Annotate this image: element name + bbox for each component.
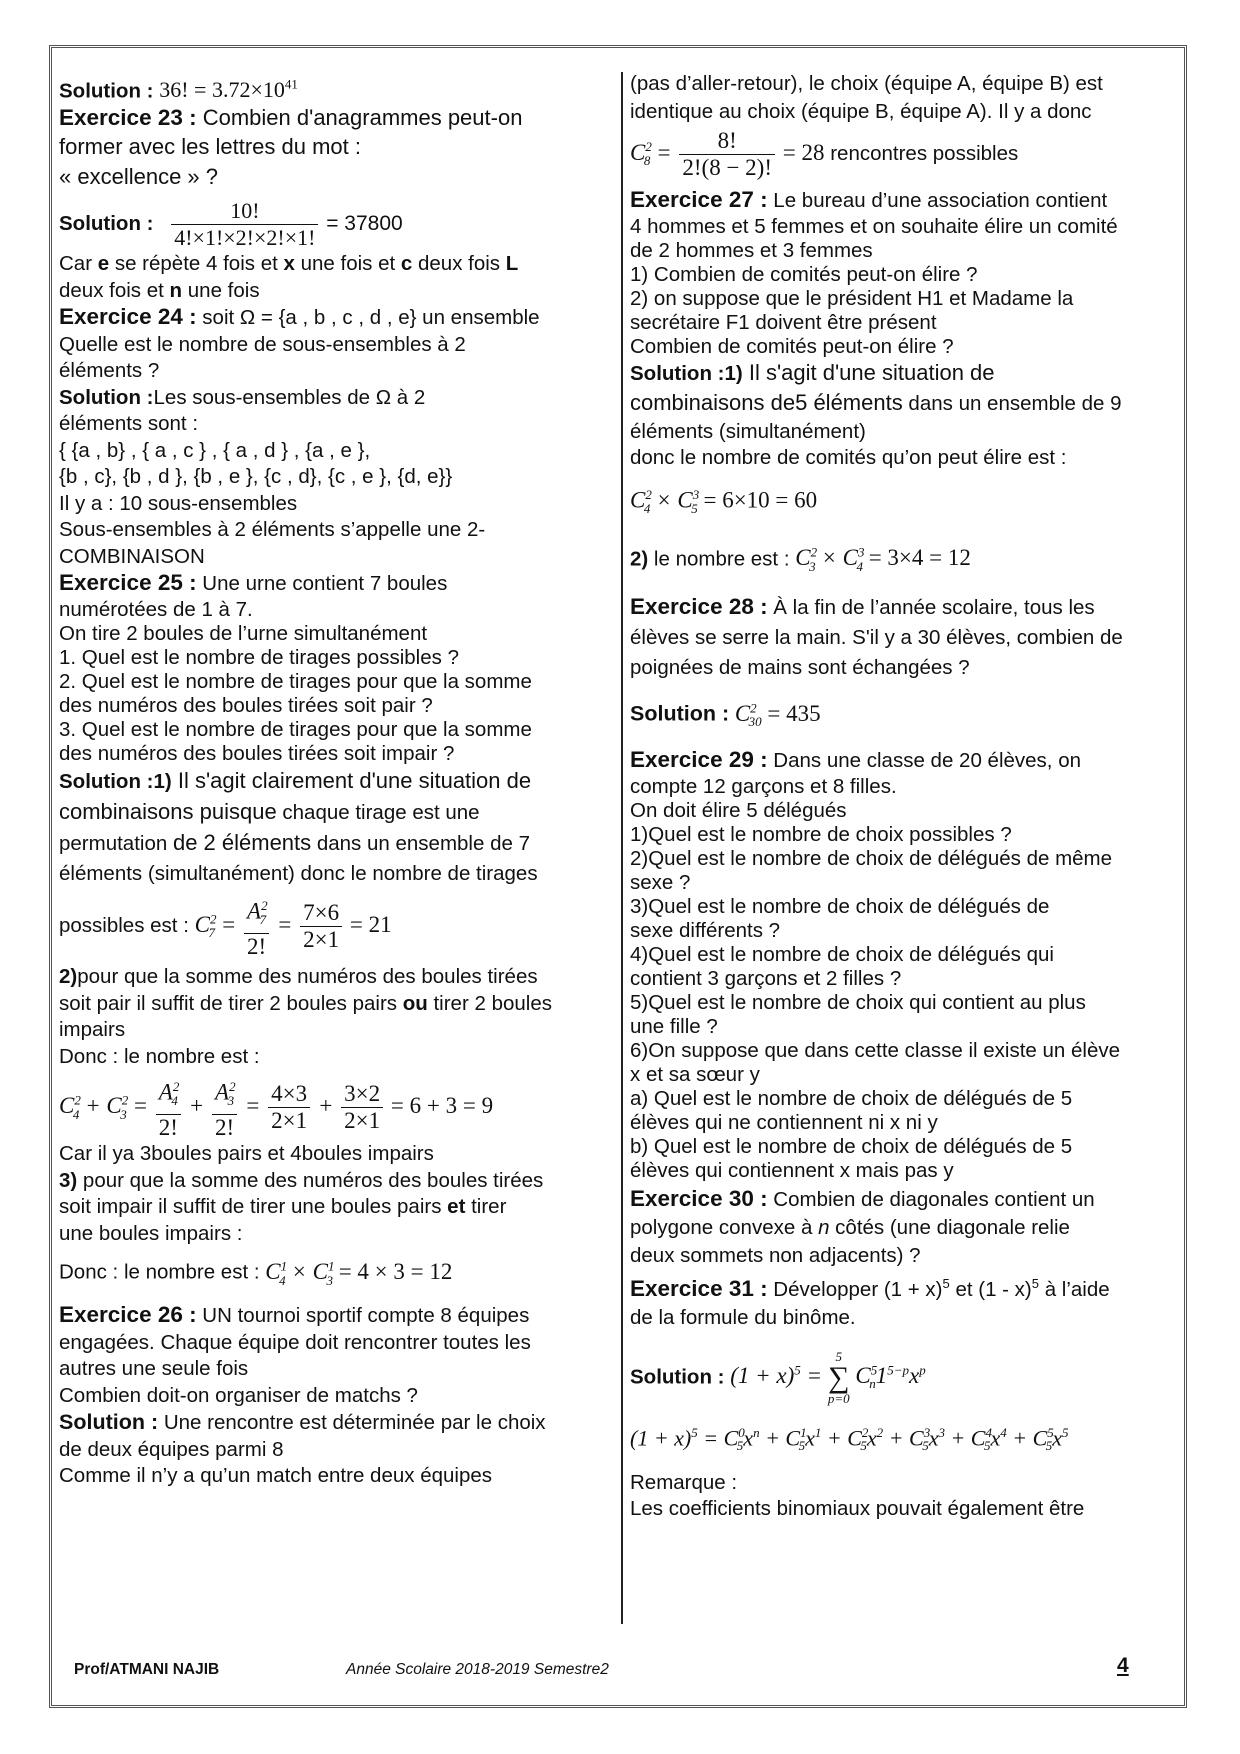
- footer-year: Année Scolaire 2018-2019 Semestre2: [346, 1661, 609, 1678]
- solution-label: Solution :: [630, 1364, 725, 1388]
- exercise-27-text: 4 hommes et 5 femmes et on souhaite élire un comité: [630, 214, 1118, 238]
- solution-label: Solution :: [59, 79, 154, 103]
- exercise-25-text: 2. Quel est le nombre de tirages pour que la somme: [59, 669, 532, 693]
- exercise-30-text: polygone convexe à n côtés (une diagonale relie: [630, 1215, 1070, 1239]
- remark-text: Les coefficients binomiaux pouvait également être: [630, 1497, 1085, 1521]
- exercise-30-title: Exercice 30 :: [630, 1185, 768, 1211]
- exercise-24-text: soit Ω = {a , b , c , d , e} un ensemble: [196, 306, 540, 330]
- sol23-explanation: Car e se répète 4 fois et x une fois et c deux fois L: [59, 252, 519, 276]
- exercise-29-text: 4)Quel est le nombre de choix de délégués qui: [630, 942, 1054, 966]
- exercise-29-text: 6)On suppose que dans cette classe il existe un élève: [630, 1038, 1121, 1062]
- solution-text: chaque tirage est une: [276, 800, 480, 824]
- left-column: Solution : 36! = $3.72\times 10^{41}$ Exercice 23 : Combien d'anagrammes peut-on former avec les lettres du mot : « excellence » ? Solution : $\frac{10!}{4!\times 1!\times 2!\times 2!\times 1!}$ = 37800 Car e se répète 4 fois et x une fois et c deux fois L deux fois et n une fois Exercice 24 : soit Ω = {a , b , c , d , e} un ensemble Quelle est le nombre de sous-ensembles à 2 éléments ? Solution :Les sous-ensembles de Ω à 2 éléments sont : { {a , b} , { a , c } , { a , d } , {a , e }, {b , c}, {b , d }, {b , e }, {c , d}, {c , e }, {d, e}} Il y a : 10 sous-ensembles Sous-ensembles à 2 éléments s’appelle une 2- COMBINAISON Exercice 25 : Une urne contient 7 boules numérotées de 1 à 7. On tire 2 boules de l’urne simultanément 1. Quel est le nombre de tirages possibles ? 2. Quel est le nombre de tirages pour que la somme des numéros des boules tirées soit pair ? 3. Quel est le nombre de tirages pour que la somme des numéros des boules tirées soit impair ? Solution :1) Il s'agit clairement d'une situation de combinaisons puisque chaque tirage est une permutation de 2 éléments dans un ensemble de 7 éléments (simultanément) donc le nombre de tirages possibles est : $C^2_7$ = $\frac{A^2_7}{2!}$ = $\frac{7\times 6}{2\times 1}$ = 21 2)pour que la somme des numéros des boules tirées soit pair il suffit de tirer 2 boules pairs ou tirer 2 boules impairs Donc : le nombre est : $C^2_4 + C^2_3$ = $\frac{A^2_4}{2!}$ + $\frac{A^2_3}{2!}$ = $\frac{4\times 3}{2\times 1}$ + $\frac{3\times 2}{2\times 1}$ = 6 + 3 = 9 Car il ya 3boules pairs et 4boules impairs 3) pour que la somme des numéros des boules tirées soit impair il suffit de tirer une boules pairs et tirer une boules impairs : Donc : le nombre est : $C^1_4 \times C^1_3 = 4 \times 3 = 12$ Exercice 26 : UN tournoi sportif compte 8 équipes engagées. Chaque équipe doit rencontrer toutes les autres une seule fois Combien doit-on organiser de matchs ? Solution : Une rencontre est déterminée par le choix de deux équipes parmi 8 Comme il n’y a qu’un match entre deux équipes: [59, 70, 615, 1490]
- solution-text: { {a , b} , { a , c } , { a , d } , {a , e },: [59, 438, 371, 462]
- exercise-26-text: Combien doit-on organiser de matchs ?: [59, 1383, 418, 1407]
- solution-text: éléments sont :: [59, 412, 199, 436]
- solution-text: donc le nombre de comités qu’on peut élire est :: [630, 446, 1067, 469]
- exercise-29-text: contient 3 garçons et 2 filles ?: [630, 966, 902, 990]
- solution-text: COMBINAISON: [59, 544, 205, 568]
- exercise-25-text: 3. Quel est le nombre de tirages pour que la somme: [59, 717, 532, 741]
- formula-c42-c32: $C^2_4 + C^2_3$ = $\frac{A^2_4}{2!}$ + $\frac{A^2_3}{2!}$ = $\frac{4\times 3}{2\times 1}$ + $\frac{3\times 2}{2\times 1}$ = 6 + 3 = 9: [59, 1074, 615, 1141]
- remark-label: Remarque :: [630, 1470, 738, 1494]
- solution-label: Solution :: [59, 212, 154, 236]
- formula-c42-c53: $C^2_4 \times C^3_5 = 6\times 10 = 60$: [630, 486, 818, 516]
- exercise-25-title: Exercice 25 :: [59, 570, 197, 596]
- exercise-29-text: 1)Quel est le nombre de choix possibles ?: [630, 822, 1012, 846]
- exercise-26-text: engagées. Chaque équipe doit rencontrer toutes les: [59, 1330, 531, 1354]
- solution-text: possibles est :: [59, 913, 195, 937]
- solution-text: pour que la somme des numéros des boules tirées: [77, 965, 538, 989]
- solution-text: Une rencontre est déterminée par le choix: [158, 1411, 546, 1435]
- exercise-29-text: x et sa sœur y: [630, 1062, 760, 1086]
- exercise-29-text: compte 12 garçons et 8 filles.: [630, 774, 897, 798]
- exercise-27-text: de 2 hommes et 3 femmes: [630, 238, 873, 262]
- exercise-29-text: a) Quel est le nombre de choix de délégués de 5: [630, 1086, 1073, 1110]
- exercise-24-text: éléments ?: [59, 359, 160, 383]
- solution-text: Car il ya 3boules pairs et 4boules impairs: [59, 1142, 434, 1166]
- exercise-23-title: Exercice 23 :: [59, 104, 197, 130]
- solution-text: Sous-ensembles à 2 éléments s’appelle une 2-: [59, 518, 486, 542]
- column-divider: [621, 72, 623, 1624]
- exercise-27-text: Combien de comités peut-on élire ?: [630, 334, 954, 358]
- solution-text: Les sous-ensembles de Ω à 2: [153, 385, 426, 409]
- exercise-29-text: Dans une classe de 20 élèves, on: [767, 749, 1082, 773]
- exercise-29-text: On doit élire 5 délégués: [630, 798, 847, 822]
- part-label: 2): [630, 547, 649, 571]
- footer-author: Prof/ATMANI NAJIB: [74, 1661, 220, 1678]
- solution-text: (pas d’aller-retour), le choix (équipe A, équipe B) est: [630, 72, 1103, 95]
- solution-text: éléments (simultanément): [630, 419, 866, 443]
- exercise-30-text: deux sommets non adjacents) ?: [630, 1243, 921, 1267]
- exercise-30-text: Combien de diagonales contient un: [767, 1187, 1095, 1211]
- exercise-28-text: poignées de mains sont échangées ?: [630, 656, 970, 679]
- sol23-explanation: deux fois et n une fois: [59, 278, 260, 302]
- exercise-29-text: sexe différents ?: [630, 918, 781, 942]
- anagram-result: = 37800: [326, 212, 403, 236]
- solution-label: Solution :1): [59, 769, 172, 793]
- exercise-23-text: « excellence » ?: [59, 164, 218, 190]
- solution-text: identique au choix (équipe B, équipe A). Il y a donc: [630, 100, 1092, 123]
- solution-text: soit impair il suffit de tirer une boules pairs et tirer: [59, 1195, 507, 1219]
- solution-text: combinaisons puisque: [59, 798, 277, 824]
- solution-text: Il s'agit d'une situation de: [742, 359, 995, 385]
- solution-label: Solution :: [59, 1410, 159, 1435]
- exercise-23-text: former avec les lettres du mot :: [59, 134, 361, 160]
- solution-text: de deux équipes parmi 8: [59, 1437, 284, 1461]
- solution-text: pour que la somme des numéros des boules tirées: [77, 1168, 544, 1192]
- solution-text: combinaisons de5 éléments: [630, 389, 903, 415]
- exercise-29-text: élèves qui ne contiennent ni x ni y: [630, 1110, 938, 1134]
- exercise-28-text: élèves se serre la main. S'il y a 30 élèves, combien de: [630, 626, 1123, 649]
- exercise-29-text: sexe ?: [630, 870, 691, 894]
- exercise-27-text: 1) Combien de comités peut-on élire ?: [630, 262, 978, 286]
- exercise-26-title: Exercice 26 :: [59, 1302, 197, 1328]
- solution-text: une boules impairs :: [59, 1221, 243, 1245]
- exercise-27-title: Exercice 27 :: [630, 187, 768, 212]
- anagram-fraction: $\frac{10!}{4!\times 1!\times 2!\times 2!\times 1!}$: [171, 198, 318, 251]
- solution-text: Donc : le nombre est :: [59, 1260, 266, 1284]
- formula-c72: $C^2_7$ = $\frac{A^2_7}{2!}$ = $\frac{7\times 6}{2\times 1}$ = 21: [195, 912, 392, 937]
- exercise-25-text: 1. Quel est le nombre de tirages possibles ?: [59, 645, 459, 669]
- formula-c41-c31: $C^1_4 \times C^1_3 = 4 \times 3 = 12$: [265, 1258, 453, 1288]
- exercise-29-text: 5)Quel est le nombre de choix qui contient au plus: [630, 990, 1086, 1014]
- exercise-25-text: numérotées de 1 à 7.: [59, 597, 253, 621]
- exercise-27-text: 2) on suppose que le président H1 et Madame la: [630, 286, 1074, 310]
- exercise-29-text: une fille ?: [630, 1014, 718, 1038]
- exercise-31-title: Exercice 31 :: [630, 1275, 768, 1301]
- exercise-25-text: des numéros des boules tirées soit impair ?: [59, 741, 455, 765]
- solution-text: Donc : le nombre est :: [59, 1044, 260, 1068]
- solution-text: le nombre est :: [648, 547, 796, 571]
- exercise-25-text: On tire 2 boules de l’urne simultanément: [59, 621, 428, 645]
- exercise-29-text: b) Quel est le nombre de choix de délégués de 5: [630, 1134, 1073, 1158]
- solution-label: Solution :: [59, 385, 154, 409]
- solution-text: soit pair il suffit de tirer 2 boules pairs ou tirer 2 boules: [59, 991, 552, 1015]
- solution-text: Comme il n’y a qu’un match entre deux équipes: [59, 1464, 493, 1488]
- exercise-29-title: Exercice 29 :: [630, 747, 768, 773]
- part-label: 2): [59, 965, 78, 989]
- solution-text: dans un ensemble de 9: [902, 391, 1122, 415]
- solution-text: impairs: [59, 1018, 126, 1042]
- right-column: [630, 70, 1182, 1523]
- solution-text: Il s'agit clairement d'une situation de: [171, 767, 532, 793]
- exercise-29-text: élèves qui contiennent x mais pas y: [630, 1158, 954, 1182]
- exercise-31-text: Développer $(1 + x)^5$ et (1 - x)$^5$ à l’aide: [767, 1275, 1110, 1301]
- formula-binomial-sum: $(1 + x)^5$ = 5 ∑ p=0 $C^5_n1^{5-p}x^p$: [730, 1348, 926, 1406]
- formula-c32-c43: $C^2_3 \times C^3_4 = 3\times 4 = 12$: [795, 544, 971, 574]
- exercise-26-text: autres une seule fois: [59, 1357, 249, 1381]
- solution-label: Solution :: [630, 701, 730, 726]
- formula-binomial-expansion: $(1 + x)^5 = C^0_5x^n + C^1_5x^1 + C^2_5x^2 + C^3_5x^3 + C^4_5x^4 + C^5_5x^5$: [630, 1424, 1069, 1454]
- exercise-24-title: Exercice 24 :: [59, 304, 197, 330]
- exercise-26-text: UN tournoi sportif compte 8 équipes: [196, 1304, 530, 1328]
- exercise-27-text: Le bureau d’une association contient: [767, 189, 1108, 212]
- exercise-24-text: Quelle est le nombre de sous-ensembles à 2: [59, 332, 466, 356]
- solution-text: permutation: [59, 831, 173, 855]
- formula-c302: $C^2_{30} = 435$: [734, 700, 821, 730]
- solution-text: éléments (simultanément) donc le nombre de tirages: [59, 861, 538, 885]
- exercise-27-text: secrétaire F1 doivent être présent: [630, 310, 937, 334]
- exercise-28-text: À la fin de l’année scolaire, tous les: [767, 596, 1095, 619]
- solution-label: Solution :1): [630, 361, 743, 385]
- exercise-28-title: Exercice 28 :: [630, 594, 768, 619]
- exercise-29-text: 3)Quel est le nombre de choix de délégués de: [630, 894, 1050, 918]
- exercise-23-text: Combien d'anagrammes peut-on: [196, 104, 523, 130]
- solution-text: {b , c}, {b , d }, {b , e }, {c , d}, {c , e }, {d, e}}: [59, 465, 453, 489]
- exercise-25-text: des numéros des boules tirées soit pair ?: [59, 693, 433, 717]
- math-36-factorial: 36! = $3.72\times 10^{41}$: [159, 77, 298, 103]
- page-number: 4: [1117, 1654, 1129, 1677]
- formula-c82: $C^2_8$ = $\frac{8!}{2!(8 - 2)!}$ = 28 rencontres possibles: [630, 128, 1019, 180]
- exercise-31-text: de la formule du binôme.: [630, 1305, 856, 1329]
- solution-text: Il y a : 10 sous-ensembles: [59, 491, 298, 515]
- exercise-25-text: Une urne contient 7 boules: [196, 572, 448, 596]
- part-label: 3): [59, 1168, 78, 1192]
- exercise-29-text: 2)Quel est le nombre de choix de délégués de même: [630, 846, 1113, 870]
